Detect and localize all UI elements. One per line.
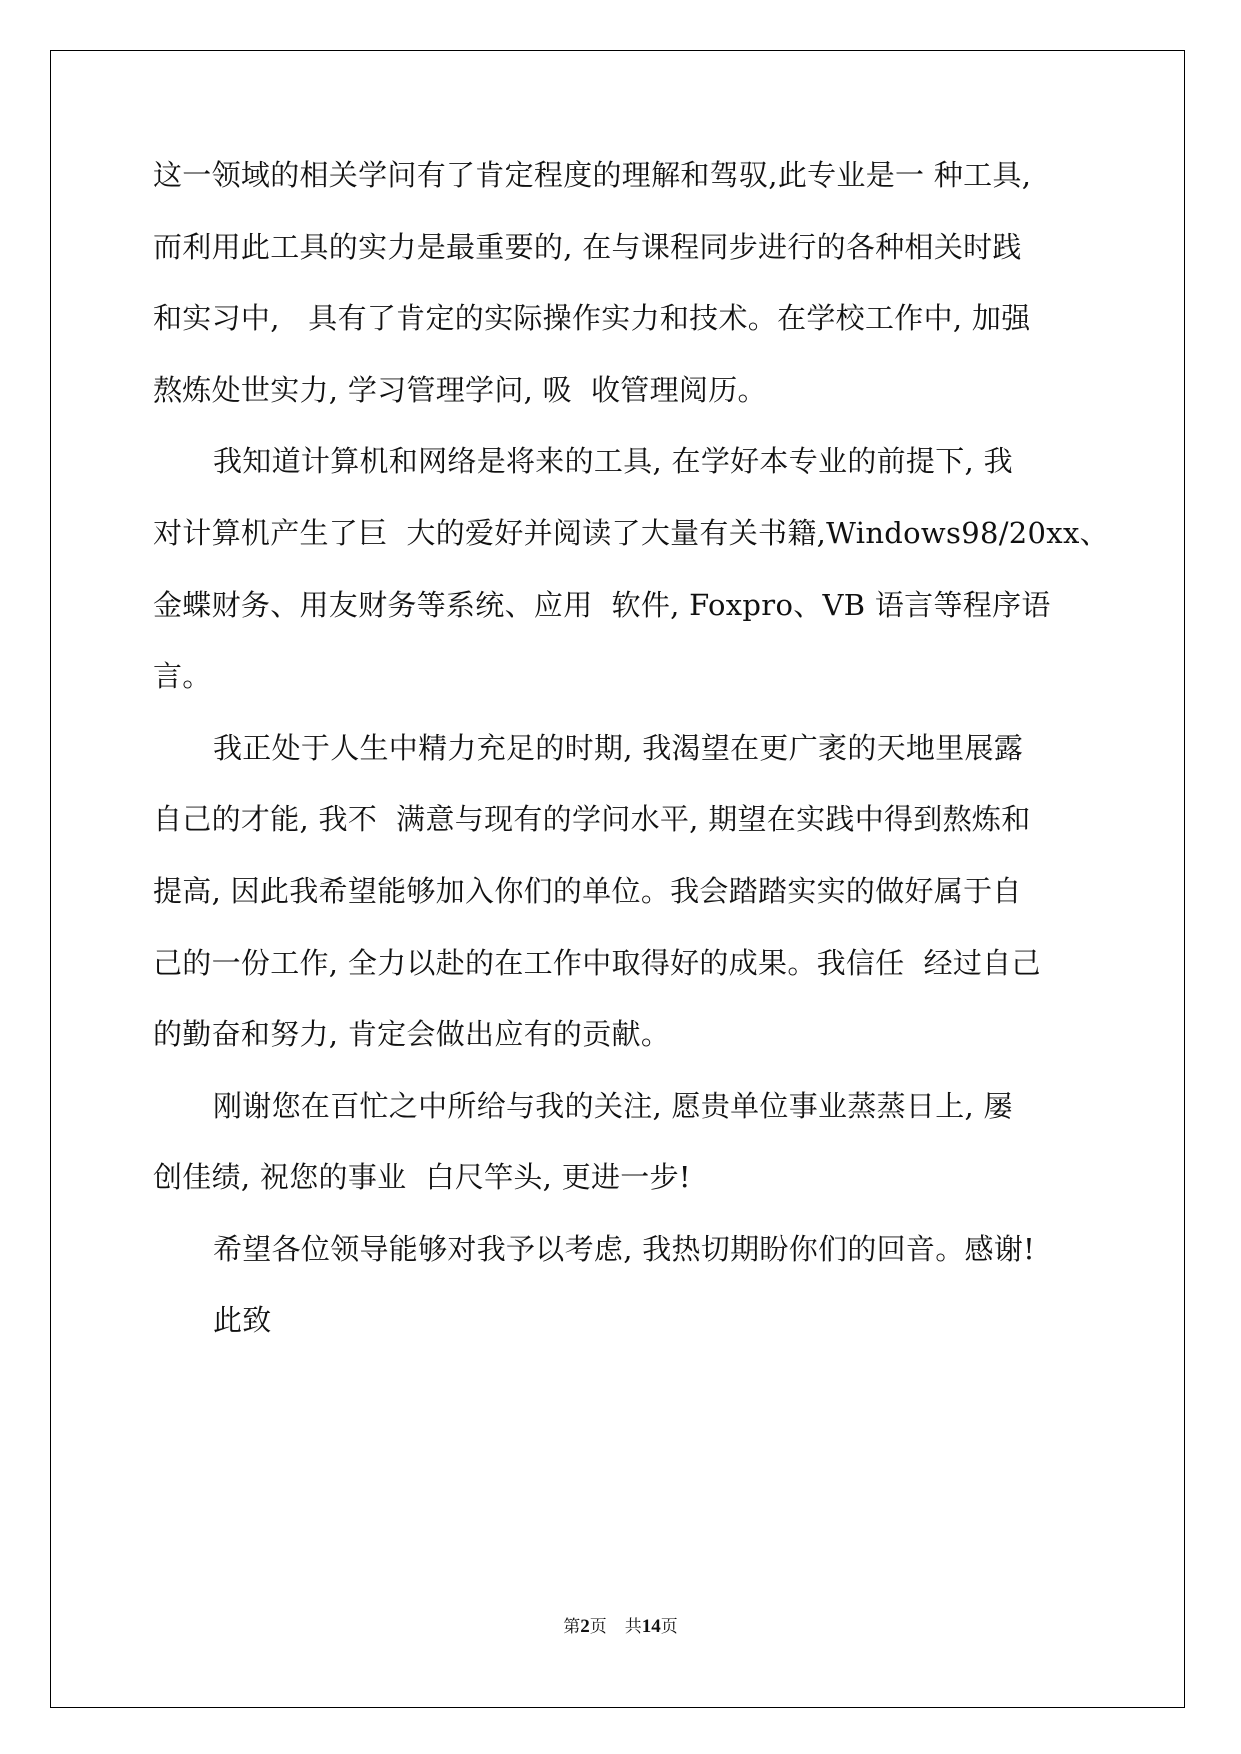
page-number: 2 (580, 1616, 590, 1637)
total-pages: 14 (641, 1616, 661, 1637)
page-footer (0, 1616, 1241, 1638)
body-line-1: 这一领域的相关学问有了肯定程度的理解和驾驭,此专业是一 种工具, (153, 158, 1032, 192)
body-line-11: 提高, 因此我希望能够加入你们的单位。我会踏踏实实的做好属于自 (153, 874, 1022, 908)
body-line-8: 言。 (153, 659, 212, 693)
total-prefix: 共 (624, 1617, 642, 1637)
closing-salutation: 此致 (213, 1303, 272, 1337)
page-suffix: 页 (589, 1617, 607, 1637)
body-line-2: 而利用此工具的实力是最重要的, 在与课程同步进行的各种相关时践 (153, 230, 1022, 264)
body-line-10: 自己的才能, 我不 满意与现有的学问水平, 期望在实践中得到熬炼和 (153, 802, 1031, 836)
body-line-7: 金蝶财务、用友财务等系统、应用 软件, Foxpro、VB 语言等程序语 (153, 588, 1051, 622)
body-line-15: 创佳绩, 祝您的事业 白尺竿头, 更进一步! (153, 1160, 691, 1194)
body-line-4: 熬炼处世实力, 学习管理学问, 吸 收管理阅历。 (153, 373, 767, 407)
body-line-12: 己的一份工作, 全力以赴的在工作中取得好的成果。我信任 经过自己 (153, 946, 1041, 980)
body-line-6: 对计算机产生了巨 大的爱好并阅读了大量有关书籍,Windows98/20xx、 (153, 516, 1109, 550)
body-line-3: 和实习中, 具有了肯定的实际操作实力和技术。在学校工作中, 加强 (153, 301, 1031, 335)
body-line-16: 希望各位领导能够对我予以考虑, 我热切期盼你们的回音。感谢! (213, 1232, 1036, 1266)
body-line-5: 我知道计算机和网络是将来的工具, 在学好本专业的前提下, 我 (213, 444, 1013, 478)
total-suffix: 页 (660, 1617, 678, 1637)
body-line-9: 我正处于人生中精力充足的时期, 我渴望在更广袤的天地里展露 (213, 731, 1024, 765)
page-prefix: 第 (563, 1617, 581, 1637)
body-line-13: 的勤奋和努力, 肯定会做出应有的贡献。 (153, 1017, 671, 1051)
body-line-14: 刚谢您在百忙之中所给与我的关注, 愿贵单位事业蒸蒸日上, 屡 (213, 1089, 1013, 1123)
